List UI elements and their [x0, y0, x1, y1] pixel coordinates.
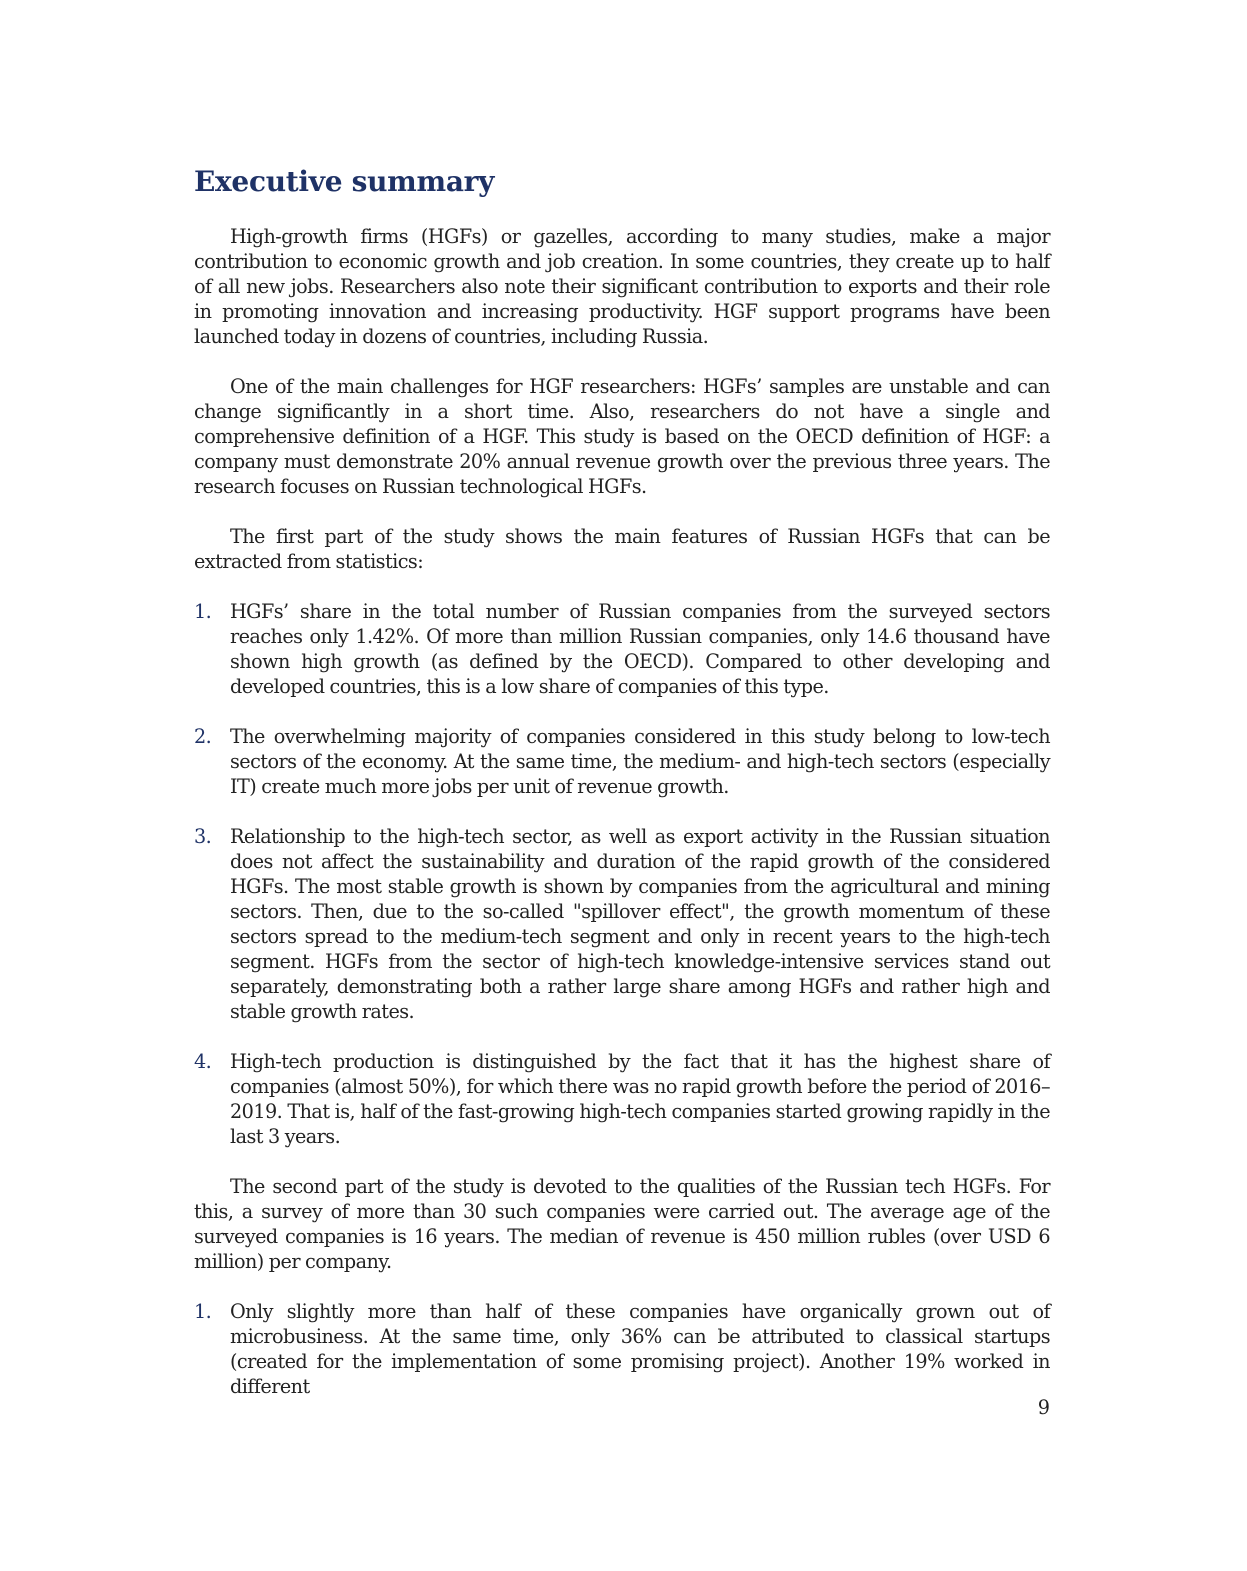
- list-number: 3.: [194, 825, 212, 848]
- document-page: [194, 164, 1050, 1424]
- list-item: [194, 724, 1050, 799]
- list-number: 2.: [194, 725, 212, 748]
- list-item: [194, 1049, 1050, 1149]
- paragraph-challenges: One of the main challenges for HGF researchers: HGFs’ samples are unstable and can change significantly in a short time. Also, researchers do not have a single and comprehensive definition of a HGF. This study is based on the OECD definition of HGF: a company must demonstrate 20% annual revenue growth over the previous three years. The research focuses on Russian technological HGFs.: [194, 375, 1050, 498]
- findings-list-survey: [194, 1299, 1050, 1399]
- list-item-text: Relationship to the high-tech sector, as well as export activity in the Russian situation does not affect the sustainability and duration of the rapid growth of the considered HGFs. The most stable growth is shown by companies from the agricultural and mining sectors. Then, due to the so-called "spillover effect", the growth momentum of these sectors spread to the medium-tech segment and only in recent years to the high-tech segment. HGFs from the sector of high-tech knowledge-intensive services stand out separately, demonstrating both a rather large share among HGFs and rather high and stable growth rates.: [230, 825, 1050, 1023]
- list-number: 1.: [194, 1300, 212, 1323]
- paragraph-first-part: The first part of the study shows the main features of Russian HGFs that can be extracted from statistics:: [194, 525, 1050, 573]
- list-number: 4.: [194, 1050, 212, 1073]
- paragraph-second-part: The second part of the study is devoted to the qualities of the Russian tech HGFs. For this, a survey of more than 30 such companies were carried out. The average age of the surveyed companies is 16 years. The median of revenue is 450 million rubles (over USD 6 million) per company.: [194, 1175, 1050, 1273]
- section-heading: Executive summary: [194, 165, 495, 198]
- list-item-text: The overwhelming majority of companies considered in this study belong to low-tech sectors of the economy. At the same time, the medium- and high-tech sectors (especially IT) create much more jobs per unit of revenue growth.: [230, 725, 1050, 798]
- findings-list-statistics: [194, 599, 1050, 1149]
- list-item-text: Only slightly more than half of these companies have organically grown out of microbusiness. At the same time, only 36% can be attributed to classical startups (created for the implementation of some promising project). Another 19% worked in different: [230, 1300, 1050, 1398]
- list-item: [194, 824, 1050, 1024]
- list-item: [194, 599, 1050, 699]
- page-number: 9: [1037, 1396, 1050, 1419]
- list-item-text: HGFs’ share in the total number of Russian companies from the surveyed sectors reaches only 1.42%. Of more than million Russian companies, only 14.6 thousand have shown high growth (as defined by the OECD). Compared to other developing and developed countries, this is a low share of companies of this type.: [230, 600, 1050, 698]
- list-item-text: High-tech production is distinguished by the fact that it has the highest share of companies (almost 50%), for which there was no rapid growth before the period of 2016–2019. That is, half of the fast-growing high-tech companies started growing rapidly in the last 3 years.: [230, 1050, 1050, 1148]
- paragraph-intro: High-growth firms (HGFs) or gazelles, according to many studies, make a major contribution to economic growth and job creation. In some countries, they create up to half of all new jobs. Researchers also note their significant contribution to exports and their role in promoting innovation and increasing productivity. HGF support programs have been launched today in dozens of countries, including Russia.: [194, 225, 1050, 348]
- list-number: 1.: [194, 600, 212, 623]
- list-item: [194, 1299, 1050, 1399]
